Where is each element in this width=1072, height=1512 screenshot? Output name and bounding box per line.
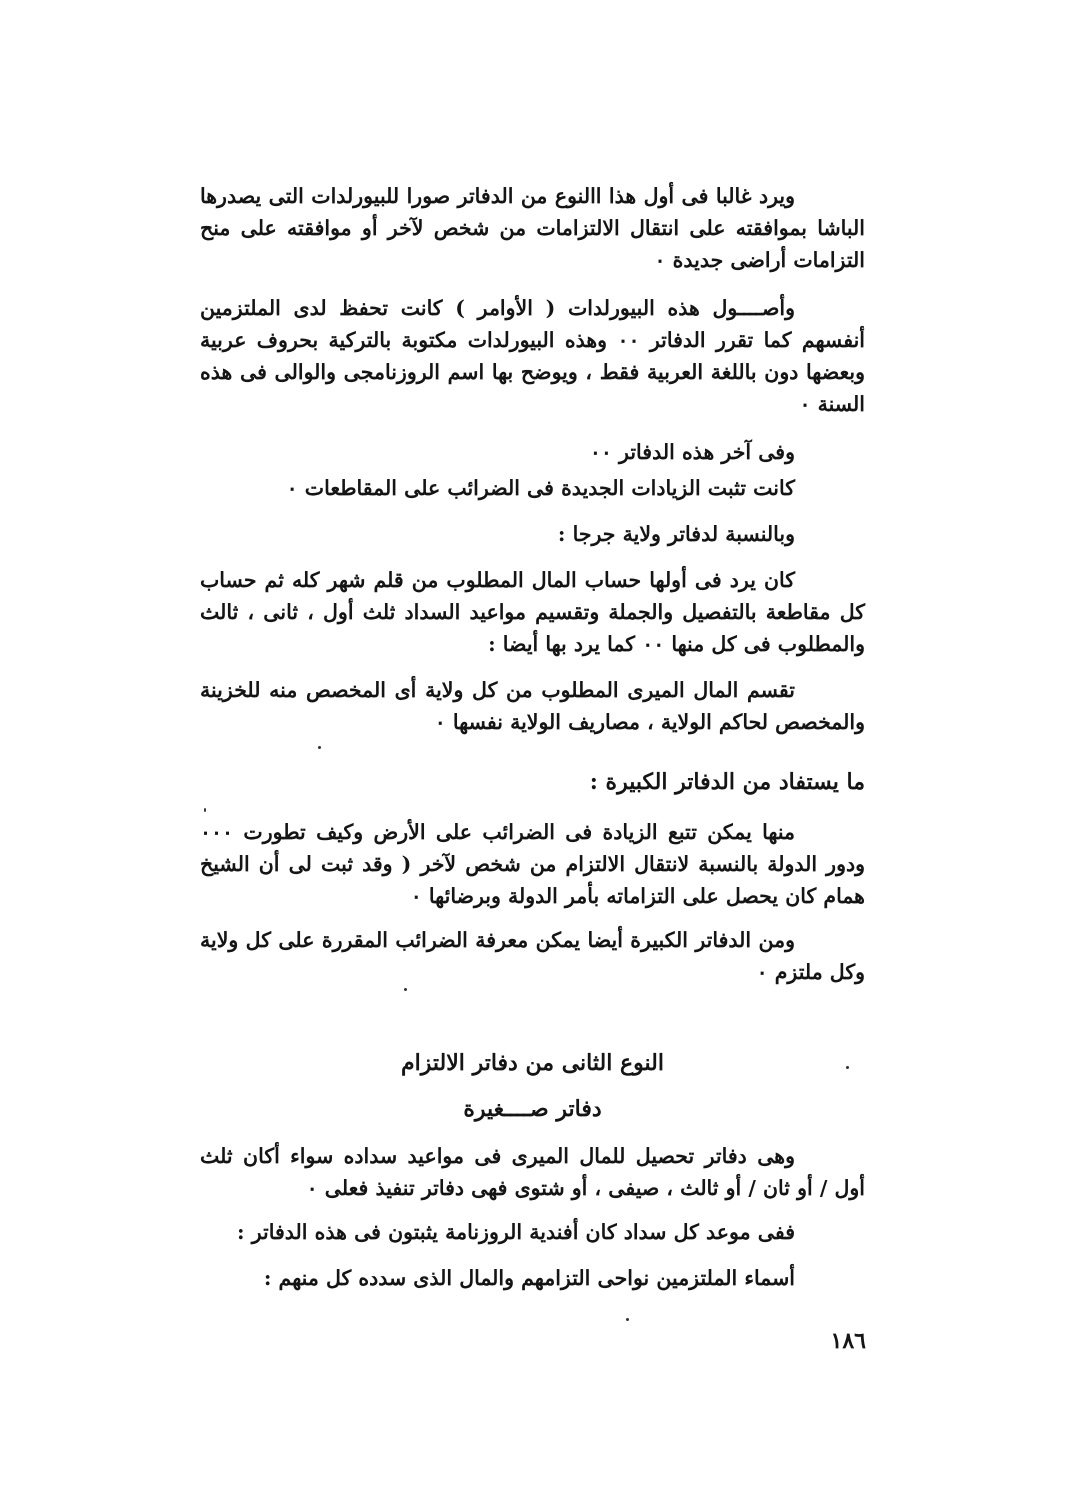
paragraph-text: وهى دفاتر تحصيل للمال الميرى فى مواعيد سداده سواء أكان ثلث أول / أو ثان / أو ثالث ، صيفى ، أو شتوى فهى دفاتر تنفيذ فعلى ٠ <box>200 1144 865 1200</box>
paragraph-miri-division <box>200 674 865 738</box>
paragraph-text: ويرد غالبا فى أول هذا االنوع من الدفاتر صورا للبيورلدات التى يصدرها الباشا بموافقته على انتقال الالتزامات من شخص لآخر أو موافقته على منح التزامات أراضى جديدة ٠ <box>200 184 865 272</box>
paragraph-jirja-registers <box>200 518 865 550</box>
paragraph-tax-increase <box>200 472 865 504</box>
page-number: ١٨٦ <box>830 1328 866 1354</box>
paragraph-end-of-registers <box>200 436 865 468</box>
paragraph-account-details <box>200 564 865 660</box>
section-heading-benefits <box>200 766 865 798</box>
section-subtitle-small-registers: دفاتر صــــغيرة <box>463 1096 602 1122</box>
paragraph-text: تقسم المال الميرى المطلوب من كل ولاية أى المخصص منه للخزينة والمخصص لحاكم الولاية ، مصاريف الولاية نفسها ٠ <box>200 678 865 734</box>
paragraph-text: ومن الدفاتر الكبيرة أيضا يمكن معرفة الضرائب المقررة على كل ولاية وكل ملتزم ٠ <box>200 928 865 984</box>
heading-text: ما يستفاد من الدفاتر الكبيرة : <box>589 769 865 795</box>
paragraph-tax-tracking <box>200 816 865 912</box>
paragraph-bouyouroldi-intro <box>200 180 865 276</box>
paragraph-text: منها يمكن تتبع الزيادة فى الضرائب على الأرض وكيف تطورت ٠٠٠ ودور الدولة بالنسبة لانتقال الالتزام من شخص لآخر ( وقد ثبت لى أن الشيخ همام كان يحصل على التزاماته بأمر الدولة وبرضائها ٠ <box>200 820 865 908</box>
scan-speck <box>404 988 407 991</box>
scan-speck <box>318 746 321 749</box>
paragraph-text: وأصــــول هذه البيورلدات ( الأوامر ) كانت تحفظ لدى الملتزمين أنفسهم كما تقرر الدفاتر ٠٠ وهذه البيورلدات مكتوبة بالتركية بحروف عربية وبعضها دون باللغة العربية فقط ، ويوضح بها اسم الروزنامجى والوالى فى هذه السنة ٠ <box>200 296 865 416</box>
paragraph-text: وفى آخر هذه الدفاتر ٠٠ <box>589 440 795 464</box>
paragraph-payment-date <box>200 1216 865 1248</box>
paragraph-orders-origin <box>200 292 865 420</box>
paragraph-text: أسماء الملتزمين نواحى التزامهم والمال الذى سدده كل منهم : <box>263 1266 795 1290</box>
paragraph-text: كانت تثبت الزيادات الجديدة فى الضرائب على المقاطعات ٠ <box>286 476 795 500</box>
scan-speck <box>204 808 206 812</box>
paragraph-collection-registers <box>200 1140 865 1204</box>
paragraph-text: كان يرد فى أولها حساب المال المطلوب من قلم شهر كله ثم حساب كل مقاطعة بالتفصيل والجملة وتقسيم مواعيد السداد ثلث أول ، ثانى ، ثالث والمطلوب فى كل منها ٠٠ كما يرد بها أيضا : <box>200 568 865 656</box>
scan-speck <box>626 1318 629 1321</box>
paragraph-text: وبالنسبة لدفاتر ولاية جرجا : <box>557 522 795 546</box>
paragraph-tax-knowledge <box>200 924 865 988</box>
section-title-second-type: النوع الثانى من دفاتر الالتزام <box>401 1050 664 1076</box>
scan-speck <box>846 1066 849 1069</box>
paragraph-text: ففى موعد كل سداد كان أفندية الروزنامة يثبتون فى هذه الدفاتر : <box>237 1220 795 1244</box>
paragraph-payers-names <box>200 1262 865 1294</box>
